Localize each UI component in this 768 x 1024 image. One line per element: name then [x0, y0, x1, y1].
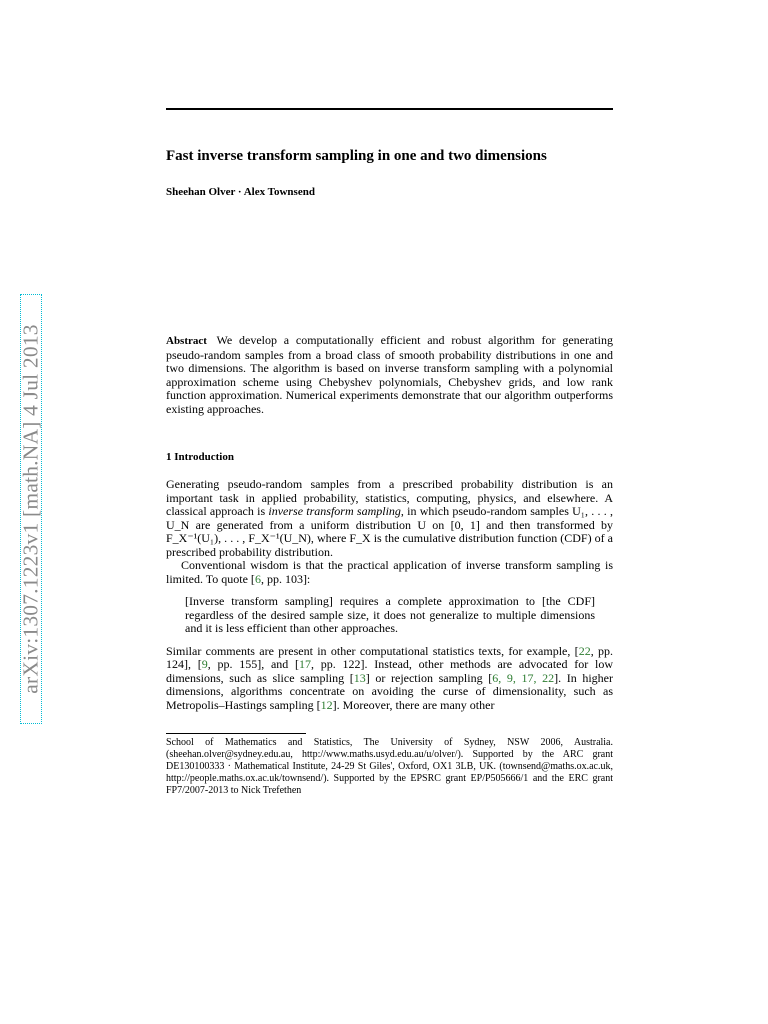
block-quote: [Inverse transform sampling] requires a complete approximation to [the CDF] regardless of the desired sample size, it does not generalize to multiple dimensions and it is less efficient than other approaches.	[185, 594, 595, 635]
paper-authors: Sheehan Olver · Alex Townsend	[166, 186, 315, 198]
paragraph-3-text-d: , pp. 122]. Instead, other methods are advocated for low dimensions, such as slice sampling [	[166, 657, 613, 685]
section-heading-introduction: 1 Introduction	[166, 451, 234, 463]
citation-link[interactable]: 12	[320, 697, 333, 712]
citation-link[interactable]: 13	[353, 670, 366, 685]
paper-title: Fast inverse transform sampling in one and two dimensions	[166, 148, 547, 164]
emphasis-inverse-transform-sampling: inverse transform sampling	[268, 504, 401, 518]
abstract-label: Abstract	[166, 335, 207, 347]
abstract-text: We develop a computationally efficient and robust algorithm for generating pseudo-random samples from a broad class of smooth probability distributions in one and two dimensions. The algorithm is based on inverse transform sampling with a polynomial approximation scheme using Chebyshev polynomials, Chebyshev grids, and low rank function approximation. Numerical experiments demonstrate that our algorithm outperforms existing approaches.	[166, 333, 613, 416]
paragraph-3-text-a: Similar comments are present in other computational statistics texts, for example, [	[166, 643, 579, 658]
paragraph-3-text-f: ]. In higher dimensions, algorithms concentrate on avoiding the curse of dimensionality, such as Metropolis–Hastings sampling [	[166, 670, 614, 712]
paragraph-1	[166, 478, 613, 559]
paragraph-3	[166, 645, 613, 713]
introduction-body	[166, 478, 613, 712]
paragraph-3-text-b: , pp. 124], [	[166, 643, 614, 671]
paragraph-3-text-c: , pp. 155], and [	[207, 657, 300, 671]
paragraph-3-text-g: ]. Moreover, there are many other	[332, 697, 495, 712]
citation-link[interactable]: 6	[254, 571, 261, 586]
paragraph-2	[166, 559, 613, 586]
citation-link[interactable]: 9	[201, 657, 208, 671]
citation-link[interactable]: 22	[578, 643, 591, 658]
paragraph-2-text-b: , pp. 103]:	[260, 571, 311, 586]
author-affiliations-footnote: School of Mathematics and Statistics, The University of Sydney, NSW 2006, Australia. (sheehan.olver@sydney.edu.au, http://www.maths.usyd.edu.au/u/olver/). Supported by the ARC grant DE130100333 · Mathematical Institute, 24-29 St Giles', Oxford, OX1 3LB, UK. (townsend@maths.ox.ac.uk, http://people.maths.ox.ac.uk/townsend/). Supported by the EPSRC grant EP/P505666/1 and the ERC grant FP7/2007-2013 to Nick Trefethen	[166, 737, 613, 796]
paragraph-3-text-e: ] or rejection sampling [	[365, 670, 493, 685]
footnote-rule	[166, 733, 306, 734]
citation-link[interactable]: 6, 9, 17, 22	[492, 670, 555, 685]
arxiv-stamp[interactable]: arXiv:1307.1223v1 [math.NA] 4 Jul 2013	[18, 324, 43, 694]
citation-link[interactable]: 17	[299, 657, 312, 671]
top-rule	[166, 108, 613, 110]
paragraph-2-text-a: Conventional wisdom is that the practical application of inverse transform sampling is limited. To quote [	[166, 558, 613, 586]
paragraph-1-text-b: , in which pseudo-random samples U₁, . . . , U_N are generated from a uniform distribution U on [0, 1] and then transformed by F_X⁻¹(U₁), . . . , F_X⁻¹(U_N), where F_X is the cumulative distribution function (CDF) of a prescribed probability distribution.	[166, 504, 614, 559]
paragraph-1-text-a: Generating pseudo-random samples from a prescribed probability distribution is an important task in applied probability, statistics, computing, physics, and elsewhere. A classical approach is	[166, 477, 613, 518]
abstract	[166, 334, 613, 416]
